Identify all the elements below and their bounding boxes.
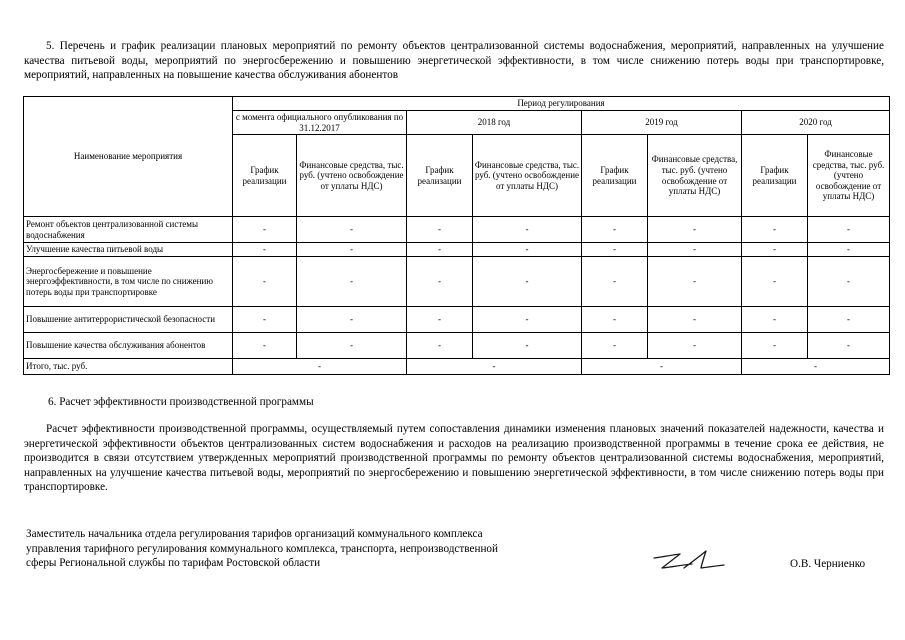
table-cell: - <box>233 243 297 257</box>
section-5-text: 5. Перечень и график реализации плановых мероприятий по ремонту объектов централизованной системы водоснабжения, мероприятий, направленных на улучшение качества питьевой воды, мероприятий по энергосбережению и повышению энергетической эффективности, в том числе снижению потерь воды при транспортировке, мероприятий, направленных на повышение качества обслуживания абонентов <box>24 40 884 82</box>
table-cell: - <box>808 217 890 243</box>
table-cell: - <box>582 257 648 307</box>
period-header-2020: 2020 год <box>742 111 890 135</box>
table-cell: - <box>297 243 407 257</box>
table-row <box>24 243 890 257</box>
table-cell: - <box>808 257 890 307</box>
schedule-subheader: График реализации <box>407 135 473 217</box>
position-line: Заместитель начальника отдела регулирования тарифов организаций коммунального комплекса <box>26 528 483 540</box>
finance-subheader: Финансовые средства, тыс. руб. (учтено освобождение от уплаты НДС) <box>808 135 890 217</box>
table-cell: - <box>407 333 473 359</box>
total-cell: - <box>582 359 742 375</box>
table-cell: - <box>233 307 297 333</box>
table-cell: - <box>742 217 808 243</box>
table-cell: - <box>407 243 473 257</box>
schedule-subheader: График реализации <box>742 135 808 217</box>
table-cell: - <box>233 217 297 243</box>
table-cell: - <box>297 333 407 359</box>
table-cell: - <box>648 257 742 307</box>
table-cell: - <box>407 217 473 243</box>
section-6-heading: 6. Расчет эффективности производственной программы <box>48 396 314 408</box>
table-cell: - <box>473 217 582 243</box>
table-cell: - <box>582 333 648 359</box>
period-header-2017: с момента официального опубликования по 31.12.2017 <box>233 111 407 135</box>
section-6-text: Расчет эффективности производственной программы, осуществляемый путем сопоставления динамики изменения плановых значений показателей надежности, качества и энергетической эффективности объектов централизованных систем водоснабжения и расходов на реализацию производственной программы в течение срока ее действия, не производится в связи отсутствием утвержденных мероприятий производственной программы по ремонту объектов централизованной системы водоснабжения, мероприятий, направленных на улучшение качества питьевой воды, мероприятий по энергосбережению и повышению энергетической эффективности, в том числе снижению потерь воды при транспортировке. <box>24 423 884 494</box>
activity-name-header: Наименование мероприятия <box>24 97 233 217</box>
table-cell: - <box>648 217 742 243</box>
table-cell: - <box>473 257 582 307</box>
table-cell: - <box>742 333 808 359</box>
activity-name: Повышение качества обслуживания абонентов <box>24 333 233 359</box>
period-header-2019: 2019 год <box>582 111 742 135</box>
table-cell: - <box>473 333 582 359</box>
table-cell: - <box>808 243 890 257</box>
table-cell: - <box>582 243 648 257</box>
table-cell: - <box>742 257 808 307</box>
table-cell: - <box>648 307 742 333</box>
signatory-name: О.В. Черниенко <box>790 558 866 570</box>
total-cell: - <box>407 359 582 375</box>
total-cell: - <box>233 359 407 375</box>
table-cell: - <box>233 333 297 359</box>
handwritten-signature <box>652 548 726 576</box>
table-row <box>24 257 890 307</box>
position-line: управления тарифного регулирования коммунального комплекса, транспорта, непроизводственной <box>26 542 499 555</box>
table-cell: - <box>473 307 582 333</box>
activity-name: Ремонт объектов централизованной системы водоснабжения <box>24 217 233 243</box>
table-cell: - <box>742 307 808 333</box>
finance-subheader: Финансовые средства, тыс. руб. (учтено освобождение от уплаты НДС) <box>297 135 407 217</box>
table-cell: - <box>742 243 808 257</box>
table-cell: - <box>473 243 582 257</box>
table-cell: - <box>648 333 742 359</box>
table-cell: - <box>297 307 407 333</box>
table-cell: - <box>808 307 890 333</box>
table-row <box>24 307 890 333</box>
table-cell: - <box>407 307 473 333</box>
table-cell: - <box>648 243 742 257</box>
table-cell: - <box>233 257 297 307</box>
activity-name: Энергосбережение и повышение энергоэффективности, в том числе по снижению потерь воды при транспортировке <box>24 257 233 307</box>
finance-subheader: Финансовые средства, тыс. руб. (учтено освобождение от уплаты НДС) <box>473 135 582 217</box>
table-cell: - <box>297 217 407 243</box>
total-cell: - <box>742 359 890 375</box>
table-cell: - <box>582 217 648 243</box>
period-header: Период регулирования <box>233 97 890 111</box>
table-cell: - <box>582 307 648 333</box>
position-line: сферы Региональной службы по тарифам Ростовской области <box>26 557 321 570</box>
table-row <box>24 333 890 359</box>
total-label: Итого, тыс. руб. <box>24 359 233 375</box>
schedule-subheader: График реализации <box>582 135 648 217</box>
table-row <box>24 217 890 243</box>
activities-table <box>23 96 890 375</box>
activity-name: Улучшение качества питьевой воды <box>24 243 233 257</box>
period-header-2018: 2018 год <box>407 111 582 135</box>
table-cell: - <box>297 257 407 307</box>
signatory-position <box>26 527 586 571</box>
table-cell: - <box>407 257 473 307</box>
total-row <box>24 359 890 375</box>
activity-name: Повышение антитеррористической безопасности <box>24 307 233 333</box>
finance-subheader: Финансовые средства, тыс. руб. (учтено освобождение от уплаты НДС) <box>648 135 742 217</box>
schedule-subheader: График реализации <box>233 135 297 217</box>
table-cell: - <box>808 333 890 359</box>
